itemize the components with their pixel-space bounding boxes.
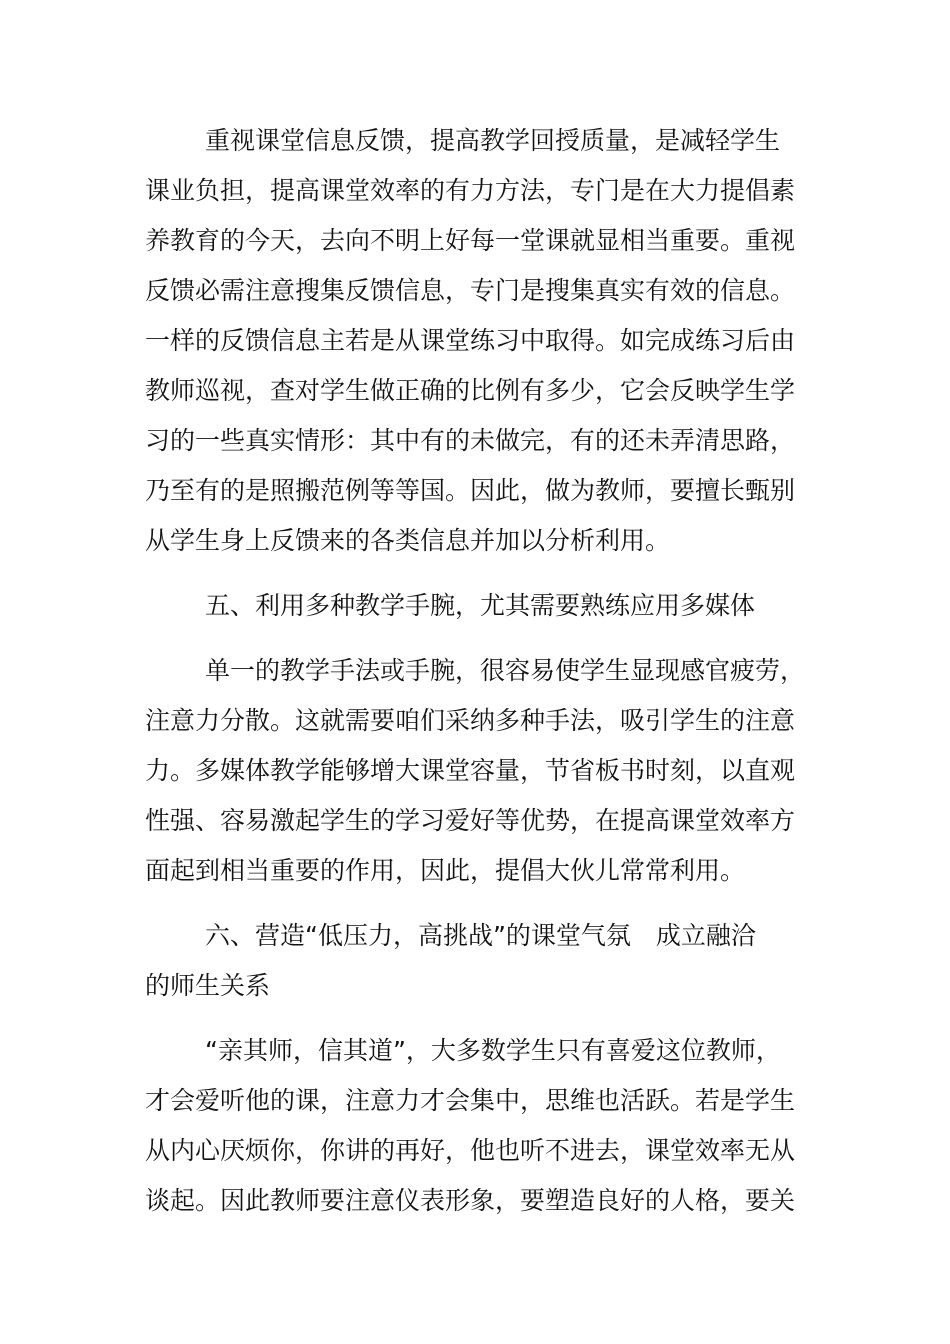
section-heading: 五、利用多种教学手腕，尤其需要熟练应用多媒体 (205, 591, 756, 620)
paragraph-line: 习的一些真实情形：其中有的未做完，有的还未弄清思路， (145, 426, 796, 455)
paragraph-line: 反馈必需注意搜集反馈信息，专门是搜集真实有效的信息。 (145, 276, 796, 305)
paragraph-line: 面起到相当重要的作用，因此，提倡大伙儿常常利用。 (145, 856, 746, 885)
paragraph-line: 才会爱听他的课，注意力才会集中，思维也活跃。若是学生 (145, 1086, 796, 1115)
paragraph-line: 谈起。因此教师要注意仪表形象，要塑造良好的人格，要关 (145, 1186, 796, 1215)
section-heading: 六、营造“低压力，高挑战”的课堂气氛 成立融洽 (205, 921, 756, 950)
paragraph-line: 单一的教学手法或手腕，很容易使学生显现感官疲劳， (205, 656, 806, 685)
section-heading: 的师生关系 (145, 971, 271, 1000)
paragraph-line: 乃至有的是照搬范例等等国。因此，做为教师，要擅长甄别 (145, 476, 796, 505)
paragraph-line: 教师巡视，查对学生做正确的比例有多少，它会反映学生学 (145, 376, 796, 405)
paragraph-line: 从内心厌烦你，你讲的再好，他也听不进去，课堂效率无从 (145, 1136, 796, 1165)
paragraph-line: 养教育的今天，去向不明上好每一堂课就显相当重要。重视 (145, 226, 796, 255)
paragraph-line: 课业负担，提高课堂效率的有力方法，专门是在大力提倡素 (145, 176, 796, 205)
paragraph-line: 力。多媒体教学能够增大课堂容量，节省板书时刻，以直观 (145, 756, 796, 785)
paragraph-line: 从学生身上反馈来的各类信息并加以分析利用。 (145, 526, 671, 555)
paragraph-line: 注意力分散。这就需要咱们采纳多种手法，吸引学生的注意 (145, 706, 796, 735)
paragraph-line: 性强、容易激起学生的学习爱好等优势，在提高课堂效率方 (145, 806, 796, 835)
paragraph-line: 重视课堂信息反馈，提高教学回授质量，是减轻学生 (205, 126, 781, 155)
paragraph-line: “亲其师，信其道”，大多数学生只有喜爱这位教师， (205, 1036, 781, 1065)
paragraph-line: 一样的反馈信息主若是从课堂练习中取得。如完成练习后由 (145, 326, 796, 355)
